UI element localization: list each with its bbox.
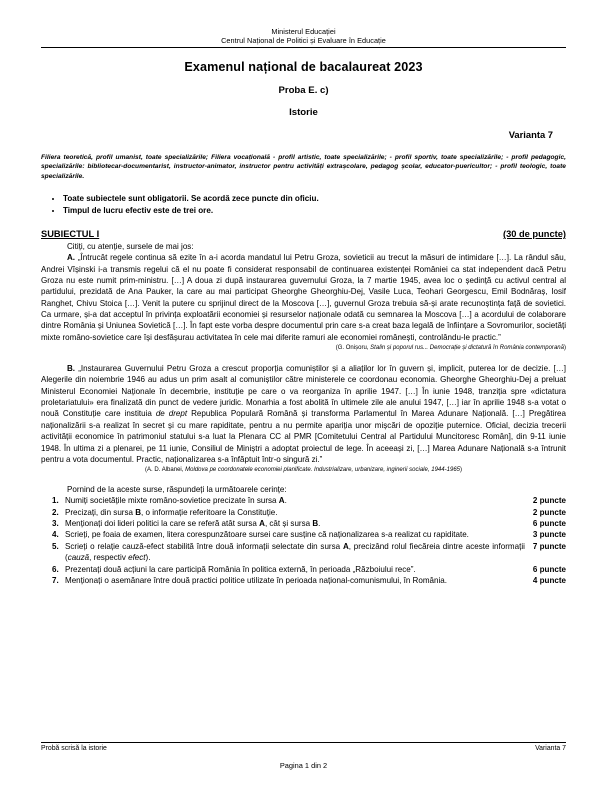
instructions-list (41, 193, 566, 217)
cerinta-3-points: 3. 6 puncte (532, 519, 566, 528)
source-a-text: „Întrucât regele continua să ezite în a-i acorda mandatul lui Petru Groza, sovieticii au trecut la măsuri de intimidare […]. La rândul său, Andrei Vîșinski i-a transmis regelui că el nu poate fi considerat responsabil de continuarea existenței României ca stat independent dacă Petru Groza nu este numit prim-ministru. […] A doua zi după instaurarea guvernului Groza, la 7 martie 1945, avea loc o ședință cu activul central al partidului, prezidată de Ana Pauker, la care au mai participat Gheorghe Gheorghiu-Dej, Vasile Luca, Teohari Georgescu, Emil Bodnăraș, Iosif Ranghet, Chivu Stoica […]. Venit la putere cu sprijinul direct de la Moscova […], guvernul Groza trebuia să-și arate recunoștința față de sovietici. Ca urmare, și-a dat acceptul în privința exploatării economiei și resurselor naționale odată cu semnarea la Moscova […] a acordului de colaborare dintre România și Uniunea Sovietică […]. În fapt este vorba despre documentul prin care s-a creat baza legală de înființare a Sovromurilor, societăți mixte româno-sovietice care își desfășurau activitatea în cele mai diferite ramuri ale economiei românești, controlându-le practic.” (41, 253, 566, 342)
source-b-text-part-2: Republica Populară Română și transforma Parlamentul în Marea Adunare Națională. […] Pregătirea naționalizării s-a realizat în secret și cu mare rapiditate, pentru a nu permite apariția unor mișcări de opoziție puternice. Oficial, decizia trecerii activității economice în patrimoniul statului s-a luat la Plenara CC al PMR [Comitetului Central al Partidului Muncitoresc Român], din 9-11 iunie 1948. În ultima zi a plenarei, pe 11 iunie, Consiliul de Miniștri a adoptat proiectul de lege. În aceeași zi, […] Marea Adunare Națională s-a întrunit pentru a vota documentul. Practic, naționalizarea s-a înfăptuit într-o singură zi.” (41, 409, 567, 464)
cerinta-6-points: 6. 6 puncte (532, 564, 566, 574)
cerinta-1-ref: A (278, 496, 285, 506)
cerinta-5-points: 5. 7 puncte (532, 541, 566, 551)
cerinta-2-text-1: Precizați, din sursa (65, 507, 136, 517)
citation-b-prefix: (A. D. Albanei, (144, 467, 186, 474)
cerinta-2-text-2: , o informație referitoare la Constituție. (141, 507, 278, 517)
proba-label: Proba E. c) (278, 85, 329, 97)
cerinta-item-2 (61, 507, 566, 518)
subiect-intro: Citiți, cu atenție, sursele de mai jos: (67, 242, 194, 251)
cerinta-4-points: 4. 3 puncte (532, 530, 566, 540)
cerinta-5-text-1: Scrieți o relație cauză-efect stabilită între două informații selectate din sursa (65, 541, 343, 551)
source-b-paragraph (41, 363, 566, 465)
cerinta-6-text: Prezentați două acțiuni la care participă România în politica externă, în perioada „Războiului rece”. (65, 564, 416, 574)
document-header (41, 0, 566, 46)
cerinta-2-ref: B (135, 507, 142, 517)
subiect-heading-row (41, 229, 566, 239)
cerinta-5-ref: A (342, 541, 349, 551)
cerinta-item-7 (61, 575, 566, 586)
source-b-italic-term: de drept (155, 409, 188, 419)
cerinta-1-text-1: Numiți societățile mixte româno-sovietice precizate în sursa (65, 496, 279, 506)
footer-right-label: Varianta 7 (535, 745, 566, 752)
subiect-points: (30 de puncte) (502, 229, 566, 239)
citation-a-title: Stalin și poporul rus... Democrație și dictatură în România contemporană (370, 345, 564, 352)
cerinta-3-ref-a: A (259, 519, 265, 528)
cerinta-2-points: 2. 2 puncte (532, 507, 566, 517)
source-a-citation (41, 344, 566, 352)
cerinta-1-text-2: . (284, 496, 287, 506)
cerinta-item-4 (61, 529, 566, 540)
cerinta-5-italic-efect: efect (128, 553, 146, 563)
cerinta-5-text-4: ). (145, 553, 151, 563)
footer-page-number: Pagina 1 din 2 (279, 761, 328, 770)
cerinta-item-1 (61, 495, 566, 506)
citation-a-prefix: (G. Onișoru, (335, 345, 371, 352)
cerinta-item-5 (61, 541, 566, 564)
ministry-line-1: Ministerul Educației (271, 27, 336, 36)
cerinta-5-text-3: , respectiv (89, 553, 129, 563)
source-b-letter: B. (67, 364, 76, 374)
instruction-item-1: • Toate subiectele sunt obligatorii. Se acordă zece puncte din oficiu. (63, 193, 566, 205)
cerinte-list (41, 495, 566, 586)
footer-row (41, 745, 566, 752)
source-b-text-part-1: „Instaurarea Guvernului Petru Groza a crescut proporția comuniștilor și a aliaților lor în guvern și, implicit, puterea lor de decizie. […] Alegerile din noiembrie 1946 au adus un prim asalt al comuniștilor către ministerele ce coordonau economia. Gheorghe Gheorghiu-Dej a preluat Ministerul Economiei Naționale în decembrie, instituție pe care o va reorganiza în aprilie 1947. […] În iunie 1948, tranziția spre «dictatura proletariatului» era finalizată din punct de vedere juridic. Monarhia a fost abolită în ultimele zile ale anului 1947, […] iar în aprilie 1948 s-a votat o nouă Constituție care instituia (41, 364, 566, 419)
cerinta-item-3 (61, 518, 566, 529)
ministry-line-2: Centrul Național de Politici și Evaluare în Educație (221, 36, 386, 46)
cerinta-3-text-3: . (318, 519, 321, 528)
source-b-citation (41, 466, 566, 474)
cerinta-4-text: Scrieți, pe foaia de examen, litera corespunzătoare sursei care susține că naționalizarea s-a realizat cu rapiditate. (65, 530, 469, 540)
cerinta-7-text: Menționați o asemănare între două practici politice utilizate în perioada național-comunismului, în România. (65, 576, 447, 586)
citation-a-suffix: ) (563, 345, 566, 352)
cerinta-5-italic-cauza: cauză (67, 553, 90, 563)
filiera-profile-text: Filiera teoretică, profil umanist, toate specializările; Filiera vocațională - profil artistic, toate specializările; - profil sportiv, toate specializările; - profil pedagogic, specializările: bibliotecar-documentarist, instructor-animator, instructor pentru activități extrașcolare, pedagog școlar, educator-puericultor; - profil teologic, toate specializările. (41, 154, 566, 180)
cerinta-3-text-1: Menționați doi lideri politici la care se referă atât sursa (65, 519, 260, 528)
citation-b-suffix: ) (460, 467, 463, 474)
source-a-paragraph (41, 252, 566, 343)
cerinta-item-6 (61, 564, 566, 575)
source-a-letter: A. (67, 253, 76, 263)
document-footer (41, 742, 566, 771)
subiect-label: SUBIECTUL I (41, 229, 100, 239)
cerinta-7-points: 7. 4 puncte (532, 576, 566, 586)
varianta-label: Varianta 7 (508, 129, 553, 141)
cerinta-3-ref-b: B (312, 519, 319, 528)
subject-label: Istorie (289, 107, 318, 119)
cerinta-1-points: 1. 2 puncte (532, 496, 566, 506)
citation-b-title: Moldova pe coordonatele economiei planificate. Industrializare, urbanizare, inginerii sociale, 1944-1965 (185, 467, 461, 474)
cerinta-3-text-2: , cât și sursa (264, 519, 313, 528)
exam-title: Examenul național de bacalaureat 2023 (184, 60, 423, 75)
cerinte-intro: Pornind de la aceste surse, răspundeți la următoarele cerințe: (67, 485, 287, 495)
header-divider (41, 47, 566, 48)
footer-left-label: Probă scrisă la istorie (41, 745, 107, 752)
footer-divider (41, 742, 566, 743)
instruction-item-2: • Timpul de lucru efectiv este de trei ore. (63, 205, 566, 217)
cerinta-5-text-2: , precizând rolul fiecăreia dintre aceste informații ( (65, 541, 525, 563)
